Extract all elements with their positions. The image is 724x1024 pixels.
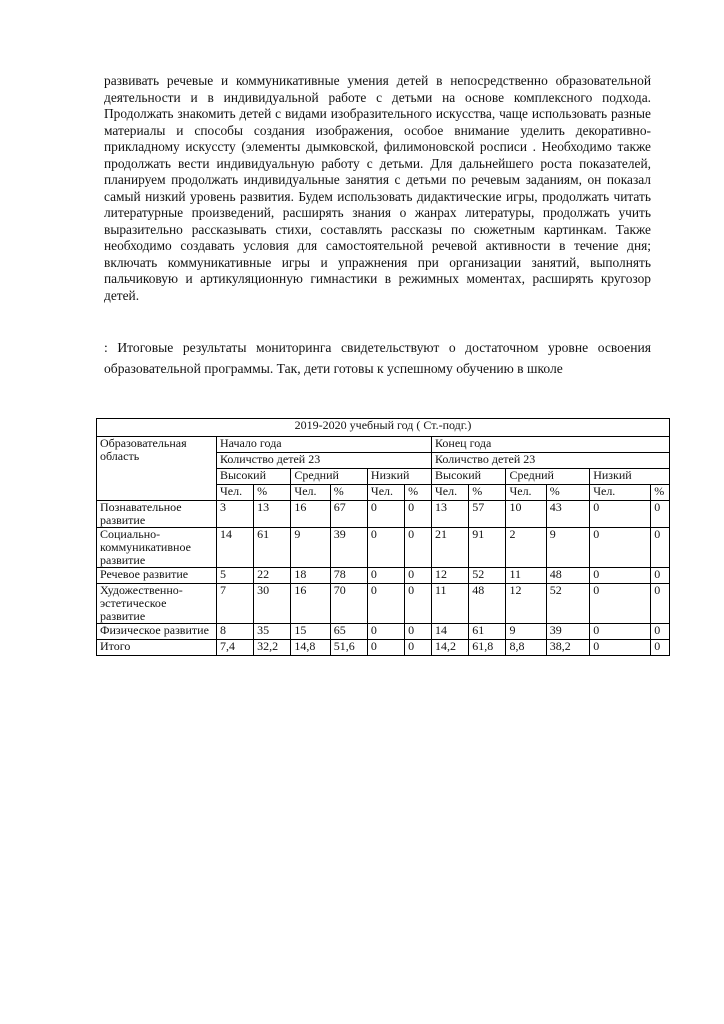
table-cell: 0 [405, 501, 432, 528]
monitoring-table [96, 418, 670, 656]
table-cell: 12 [506, 584, 546, 624]
table-row [97, 501, 670, 528]
table-cell: 0 [367, 501, 404, 528]
table-cell: 51,6 [330, 640, 367, 656]
table-cell: 7,4 [216, 640, 253, 656]
row-area-label: Художественно-эстетическое развитие [97, 584, 217, 624]
table-cell: 61 [469, 624, 506, 640]
table-cell: 2 [506, 528, 546, 568]
table-cell: 30 [254, 584, 291, 624]
table-cell: 0 [405, 584, 432, 624]
table-cell: 39 [330, 528, 367, 568]
table-cell: 13 [432, 501, 469, 528]
table-cell: 38,2 [546, 640, 589, 656]
table-cell: 0 [405, 624, 432, 640]
table-cell: 15 [291, 624, 330, 640]
table-cell: 57 [469, 501, 506, 528]
table-cell: 0 [590, 640, 651, 656]
level-high-start: Высокий [216, 469, 290, 485]
unit-pct: % [546, 485, 589, 501]
table-title: 2019-2020 учебный год ( Ст.-подг.) [97, 419, 670, 437]
table-cell: 39 [546, 624, 589, 640]
level-medium-start: Средний [291, 469, 368, 485]
table-row [97, 568, 670, 584]
table-cell: 9 [506, 624, 546, 640]
row-area-label: Речевое развитие [97, 568, 217, 584]
unit-pct: % [469, 485, 506, 501]
table-cell: 7 [216, 584, 253, 624]
children-count-start: Количство детей 23 [216, 453, 431, 469]
table-cell: 35 [254, 624, 291, 640]
table-cell: 65 [330, 624, 367, 640]
table-cell: 0 [651, 568, 670, 584]
row-area-label: Познавательное развитие [97, 501, 217, 528]
end-of-year-header: Конец года [432, 437, 670, 453]
table-cell: 0 [405, 568, 432, 584]
table-cell: 0 [590, 624, 651, 640]
table-cell: 0 [367, 528, 404, 568]
table-cell: 32,2 [254, 640, 291, 656]
table-cell: 9 [546, 528, 589, 568]
unit-pct: % [651, 485, 670, 501]
table-cell: 14 [432, 624, 469, 640]
table-cell: 16 [291, 584, 330, 624]
table-cell: 22 [254, 568, 291, 584]
body-paragraph-conclusion: : Итоговые результаты мониторинга свидетельствуют о достаточном уровне освоения образовательной программы. Так, дети готовы к успешному обучению в школе [104, 340, 651, 376]
body-paragraph-recommendations: развивать речевые и коммуникативные умения детей в непосредственно образовательной деятельности и в индивидуальной работе с детьми на основе комплексного подхода. Продолжать знакомить детей с видами изобразительного искусства, чаще использовать разные материалы и способы создания изображения, особое внимание уделить декоративно-прикладному искуссту (элементы дымковской, филимоновской росписи . Необходимо также продолжать вести индивидуальную работу с детьми. Для дальнейшего роста показателей, планируем продолжать индивидуальные занятия с детьми по речевым заданиям, он показал самый низкий уровень развития. Будем использовать дидактические игры, продолжать читать литературные произведений, расширять знания о жанрах литературы, продолжать учить выразительно рассказывать стихи, составлять рассказы по сюжетным картинкам. Также необходимо создавать условия для самостоятельной речевой активности в течение дня; включать коммуникативные игры и упражнения при организации занятий, выполнять пальчиковую и артикуляционную гимнастики в режимных моментах, расширять кругозор детей. [104, 73, 651, 303]
row-area-label: Физическое развитие [97, 624, 217, 640]
table-cell: 0 [651, 640, 670, 656]
table-cell: 8,8 [506, 640, 546, 656]
table-cell: 0 [651, 501, 670, 528]
row-area-label: Социально-коммуникативное развитие [97, 528, 217, 568]
table-cell: 43 [546, 501, 589, 528]
table-cell: 78 [330, 568, 367, 584]
table-row [97, 624, 670, 640]
unit-chel: Чел. [291, 485, 330, 501]
table-cell: 48 [546, 568, 589, 584]
table-cell: 8 [216, 624, 253, 640]
table-body [97, 501, 670, 656]
table-cell: 18 [291, 568, 330, 584]
table-cell: 0 [590, 584, 651, 624]
table-cell: 52 [469, 568, 506, 584]
table-cell: 0 [590, 528, 651, 568]
unit-chel: Чел. [216, 485, 253, 501]
table-cell: 5 [216, 568, 253, 584]
table-cell: 13 [254, 501, 291, 528]
table-cell: 0 [367, 624, 404, 640]
table-cell: 0 [651, 528, 670, 568]
start-of-year-header: Начало года [216, 437, 431, 453]
table-row [97, 584, 670, 624]
table-cell: 0 [590, 568, 651, 584]
level-low-end: Низкий [590, 469, 670, 485]
table-cell: 0 [590, 501, 651, 528]
table-cell: 0 [405, 640, 432, 656]
table-cell: 70 [330, 584, 367, 624]
table-cell: 3 [216, 501, 253, 528]
table-cell: 14,8 [291, 640, 330, 656]
unit-chel: Чел. [506, 485, 546, 501]
table-cell: 11 [506, 568, 546, 584]
table-cell: 14,2 [432, 640, 469, 656]
table-row [97, 640, 670, 656]
children-count-end: Количство детей 23 [432, 453, 670, 469]
table-cell: 14 [216, 528, 253, 568]
table-cell: 0 [405, 528, 432, 568]
unit-chel: Чел. [367, 485, 404, 501]
table-cell: 9 [291, 528, 330, 568]
table-cell: 12 [432, 568, 469, 584]
area-column-header: Образовательная область [97, 437, 217, 501]
table-cell: 0 [651, 624, 670, 640]
unit-pct: % [405, 485, 432, 501]
table-cell: 0 [367, 640, 404, 656]
table-cell: 67 [330, 501, 367, 528]
table-cell: 21 [432, 528, 469, 568]
table-cell: 48 [469, 584, 506, 624]
table-cell: 91 [469, 528, 506, 568]
level-low-start: Низкий [367, 469, 431, 485]
table-cell: 11 [432, 584, 469, 624]
unit-pct: % [330, 485, 367, 501]
level-high-end: Высокий [432, 469, 506, 485]
table-cell: 61 [254, 528, 291, 568]
table-cell: 61,8 [469, 640, 506, 656]
row-area-label: Итого [97, 640, 217, 656]
table-cell: 16 [291, 501, 330, 528]
table-row [97, 528, 670, 568]
table-cell: 10 [506, 501, 546, 528]
unit-pct: % [254, 485, 291, 501]
table-cell: 52 [546, 584, 589, 624]
table-cell: 0 [367, 568, 404, 584]
table-cell: 0 [367, 584, 404, 624]
table-cell: 0 [651, 584, 670, 624]
unit-chel: Чел. [590, 485, 651, 501]
level-medium-end: Средний [506, 469, 590, 485]
unit-chel: Чел. [432, 485, 469, 501]
